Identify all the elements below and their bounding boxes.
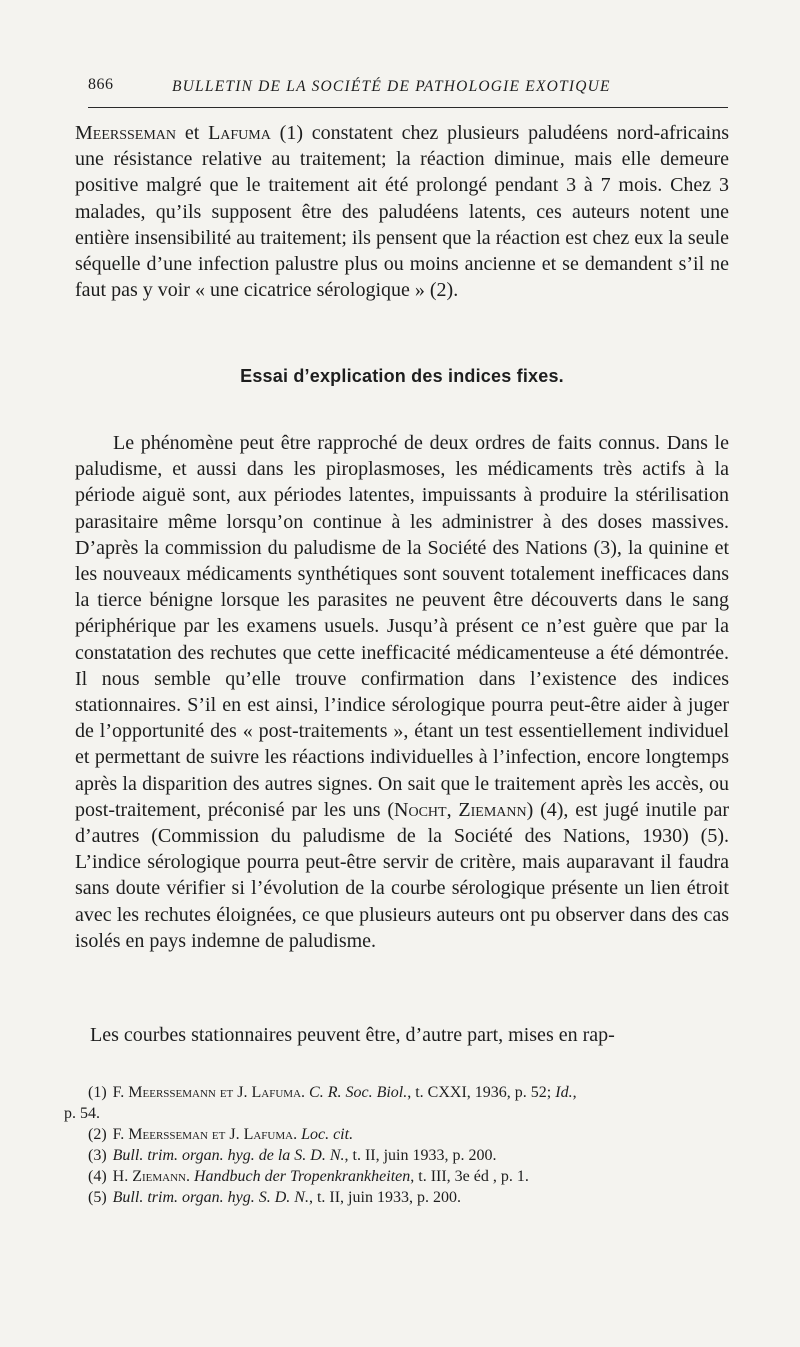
author-meersseman: Meersseman — [75, 122, 177, 144]
page-header — [88, 76, 728, 102]
footnote-author: F. Meerssemann et J. Lafuma. — [112, 1084, 306, 1101]
author-lafuma: Lafuma — [208, 122, 271, 144]
footnote-rest: , t. II, juin 1933, p. 200. — [308, 1189, 461, 1206]
footnote-5 — [88, 1187, 728, 1208]
paragraph-3: Les courbes stationnaires peuvent être, d’autre part, mises en rap- — [90, 1024, 615, 1046]
paragraph-2 — [75, 430, 729, 954]
footnote-number: (1) — [88, 1084, 107, 1101]
section-title: Essai d’explication des indices fixes. — [240, 366, 564, 386]
footnote-number: (4) — [88, 1168, 107, 1185]
footnote-3 — [88, 1145, 728, 1166]
footnote-title-2: Id. — [555, 1084, 573, 1101]
footnote-rest: , t. II, juin 1933, p. 200. — [344, 1147, 497, 1164]
footnote-rest: , t. CXXI, 1936, p. 52; — [407, 1084, 552, 1101]
paragraph-1-text: (1) constatent chez plusieurs paludéens nord-africains une résistance relative au traitement; la réaction diminue, mais elle demeure positive malgré que le traitement ait été prolongé pendant 3 à 7 mois. Chez 3 malades, qu’ils supposent être des paludéens latents, ces auteurs notent une entière insensibilité au traitement; ils pensent que la réaction est chez eux la seule séquelle d’une infection palustre plus ou moins ancienne et se demandent s’il ne faut pas y voir « une cicatrice sérologique » (2). — [75, 122, 730, 302]
footnote-author: H. Ziemann. — [112, 1168, 190, 1185]
footnote-1 — [88, 1082, 728, 1103]
conjunction: et — [176, 122, 209, 144]
footnote-2 — [88, 1124, 728, 1145]
author-ziemann: Ziemann — [458, 798, 527, 821]
footnote-title: Bull. trim. organ. hyg. de la S. D. N. — [112, 1147, 345, 1164]
header-rule — [88, 107, 728, 108]
footnote-title: Loc. cit. — [301, 1126, 354, 1143]
footnote-title: Handbuch der Tropenkrankheiten — [193, 1168, 411, 1185]
footnote-author: F. Meersseman et J. Lafuma. — [112, 1126, 298, 1143]
page-number: 866 — [88, 76, 114, 93]
paragraph-2-text-a: Le phénomène peut être rapproché de deux ordres de faits connus. Dans le paludisme, et aussi dans les piroplasmoses, les médicaments très actifs à la période aiguë sont, aux périodes latentes, impuissants à produire la stérilisation parasitaire même lorsqu’on continue à les administrer à des doses massives. D’après la commission du paludisme de la Société des Nations (3), la quinine et les nouveaux médicaments synthétiques sont souvent totalement inefficaces dans la tierce bénigne lorsque les parasites ne peuvent être découverts dans le sang périphérique par les examens usuels. Jusqu’à présent ce n’est guère que par la constatation des rechutes que cette inefficacité médicamenteuse a été démontrée. Il nous semble qu’elle trouve confirmation dans l’existence des indices stationnaires. S’il en est ainsi, l’indice sérologique pourra peut-être aider à juger de l’opportunité des « post-traitements », étant un test essentiellement individuel et permettant de suivre les réactions individuelles à l’infection, encore longtemps après la disparition des autres signes. On sait que le traitement après les accès, ou post-traitement, préconisé par les uns ( — [75, 432, 729, 821]
paragraph-1 — [75, 120, 729, 303]
footnote-rest: , t. III, 3e éd , p. 1. — [410, 1168, 529, 1185]
footnotes — [64, 1082, 728, 1208]
footnote-title: Bull. trim. organ. hyg. S. D. N. — [112, 1189, 309, 1206]
paragraph-2-text-b: ) (4), est jugé inutile par d’autres (Commission du paludisme de la Société des Nations, 1930) (5). L’indice sérologique pourra peut-être servir de critère, mais auparavant il faudra sans doute vérifier si l’évolution de la courbe sérologique présente un lien étroit avec les rechutes éloignées, ce que plusieurs auteurs ont pu observer dans des cas isolés en pays indemne de paludisme. — [75, 798, 730, 952]
footnote-number: (5) — [88, 1189, 107, 1206]
author-separator: , — [446, 798, 459, 821]
footnote-1-continuation: p. 54. — [64, 1105, 100, 1122]
footnote-4 — [88, 1166, 728, 1187]
author-nocht: Nocht — [394, 798, 447, 821]
footnote-rest-2: , — [572, 1084, 577, 1101]
running-title: BULLETIN DE LA SOCIÉTÉ DE PATHOLOGIE EXOTIQUE — [172, 78, 611, 95]
footnote-title: C. R. Soc. Biol. — [309, 1084, 408, 1101]
footnote-number: (3) — [88, 1147, 107, 1164]
footnote-number: (2) — [88, 1126, 107, 1143]
